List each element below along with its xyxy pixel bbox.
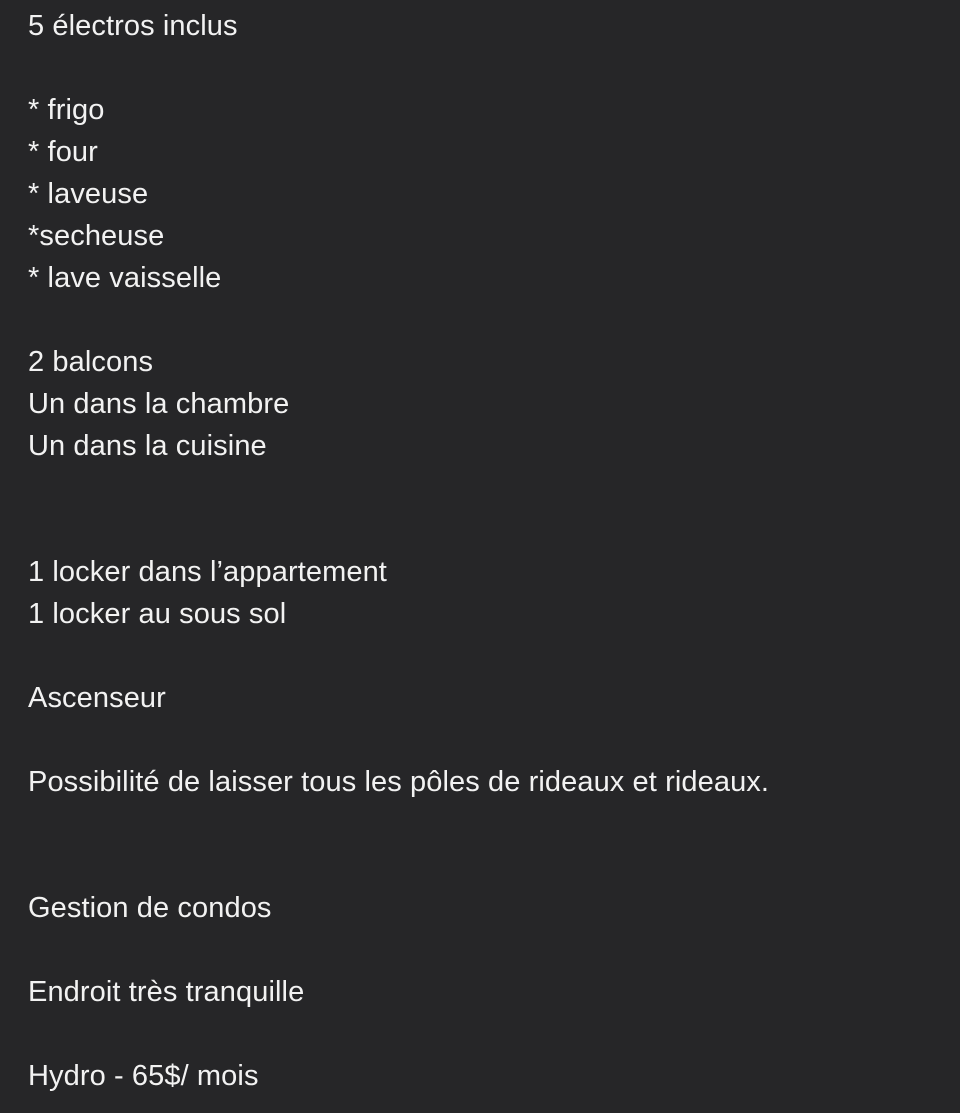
- appliance-item-laveuse: * laveuse: [28, 178, 149, 210]
- quiet-text: Endroit très tranquille: [28, 976, 305, 1008]
- appliance-item-secheuse: *secheuse: [28, 220, 165, 252]
- hydro-text: Hydro - 65$/ mois: [28, 1060, 259, 1092]
- balconies-heading: 2 balcons: [28, 346, 154, 378]
- balcony-item-cuisine: Un dans la cuisine: [28, 430, 267, 462]
- locker-item-sous-sol: 1 locker au sous sol: [28, 598, 287, 630]
- management-text: Gestion de condos: [28, 892, 272, 924]
- appliances-heading: 5 électros inclus: [28, 10, 238, 42]
- curtains-text: Possibilité de laisser tous les pôles de rideaux et rideaux.: [28, 766, 770, 798]
- elevator-text: Ascenseur: [28, 682, 166, 714]
- appliance-item-four: * four: [28, 136, 98, 168]
- balcony-item-chambre: Un dans la chambre: [28, 388, 290, 420]
- locker-item-appartement: 1 locker dans l’appartement: [28, 556, 387, 588]
- appliance-item-lave-vaisselle: * lave vaisselle: [28, 262, 222, 294]
- appliance-item-frigo: * frigo: [28, 94, 105, 126]
